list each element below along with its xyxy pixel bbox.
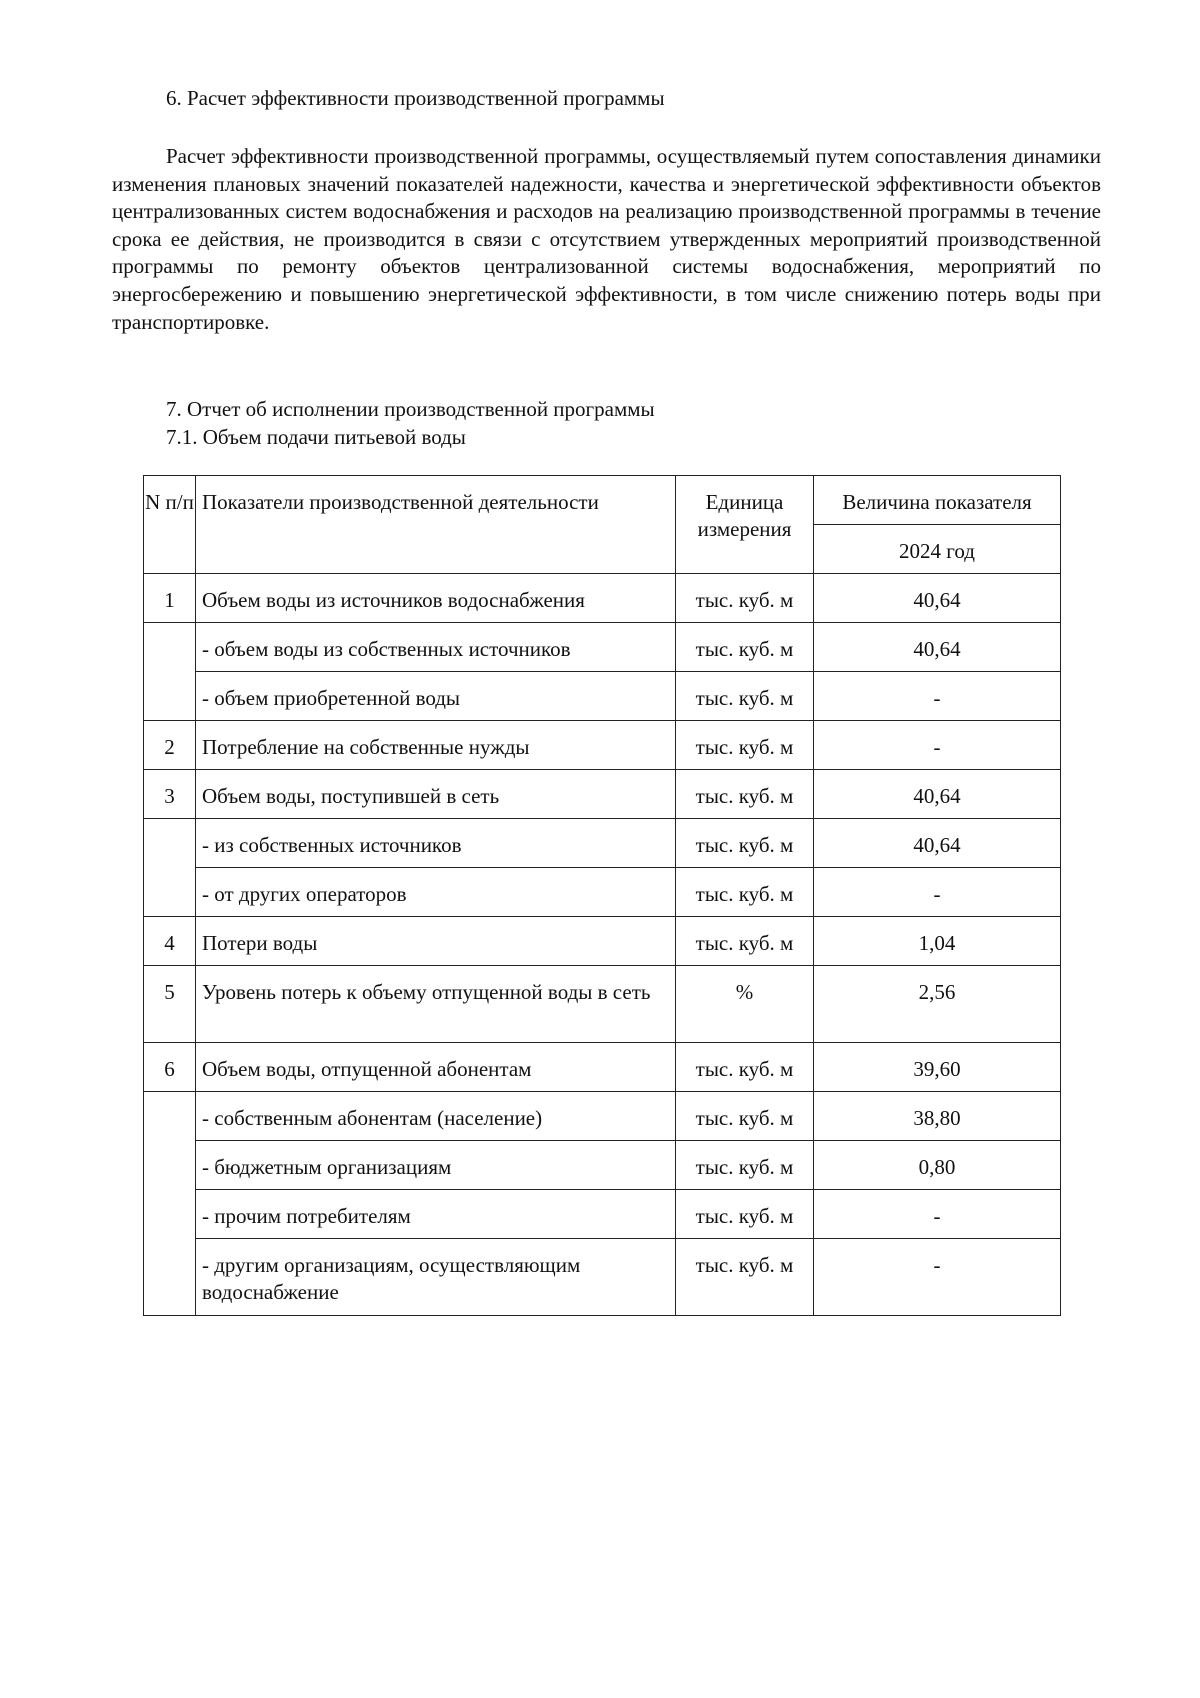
row-indicator-cell bbox=[196, 770, 676, 819]
row-unit-cell bbox=[676, 1092, 814, 1141]
row-unit: тыс. куб. м bbox=[695, 735, 794, 759]
row-value: 0,80 bbox=[918, 1155, 956, 1179]
table-row bbox=[144, 574, 1061, 623]
row-num: 4 bbox=[164, 931, 175, 955]
row-indicator: - от других операторов bbox=[202, 882, 407, 906]
row-value: - bbox=[933, 735, 941, 759]
row-indicator: Объем воды, поступившей в сеть bbox=[202, 784, 500, 808]
row-value: - bbox=[933, 882, 941, 906]
row-indicator: Потери воды bbox=[202, 931, 318, 955]
row-num-cell bbox=[144, 721, 196, 770]
row-unit: тыс. куб. м bbox=[695, 686, 794, 710]
row-unit-cell bbox=[676, 574, 814, 623]
row-indicator-cell bbox=[196, 1190, 676, 1239]
row-value-cell bbox=[814, 966, 1061, 1043]
table-header-row bbox=[144, 476, 1061, 525]
row-value-cell bbox=[814, 1092, 1061, 1141]
row-indicator: - бюджетным организациям bbox=[202, 1155, 452, 1179]
row-unit: тыс. куб. м bbox=[695, 931, 794, 955]
row-value: 40,64 bbox=[913, 784, 961, 808]
section-7-1-subtitle: 7.1. Объем подачи питьевой воды bbox=[166, 425, 466, 449]
row-unit-cell bbox=[676, 721, 814, 770]
header-unit-cell bbox=[676, 476, 814, 574]
row-unit: тыс. куб. м bbox=[695, 833, 794, 857]
row-indicator-cell bbox=[196, 1043, 676, 1092]
row-indicator: - объем приобретенной воды bbox=[202, 686, 461, 710]
row-num bbox=[144, 819, 195, 832]
row-unit-cell bbox=[676, 1043, 814, 1092]
water-supply-table bbox=[143, 475, 1061, 1316]
row-unit-cell bbox=[676, 770, 814, 819]
row-unit-cell bbox=[676, 672, 814, 721]
row-value: - bbox=[933, 1253, 941, 1277]
table-row bbox=[144, 868, 1061, 917]
table-row bbox=[144, 1092, 1061, 1141]
row-unit-cell bbox=[676, 1239, 814, 1316]
header-year-cell bbox=[814, 525, 1061, 574]
table-row bbox=[144, 721, 1061, 770]
row-value: 1,04 bbox=[918, 931, 956, 955]
row-indicator-cell bbox=[196, 966, 676, 1043]
row-num-cell bbox=[144, 623, 196, 721]
row-num: 1 bbox=[164, 588, 175, 612]
row-indicator-cell bbox=[196, 1141, 676, 1190]
row-indicator-cell bbox=[196, 672, 676, 721]
row-num: 2 bbox=[164, 735, 175, 759]
row-indicator: Уровень потерь к объему отпущенной воды в сеть bbox=[202, 980, 651, 1004]
row-value: - bbox=[933, 686, 941, 710]
row-indicator-cell bbox=[196, 819, 676, 868]
row-value-cell bbox=[814, 1043, 1061, 1092]
table-row bbox=[144, 770, 1061, 819]
row-indicator: - прочим потребителям bbox=[202, 1204, 411, 1228]
table-row bbox=[144, 1043, 1061, 1092]
section-6-title: 6. Расчет эффективности производственной программы bbox=[166, 86, 665, 110]
row-unit-cell bbox=[676, 868, 814, 917]
section-7-title: 7. Отчет об исполнении производственной программы bbox=[166, 397, 655, 421]
row-unit-cell bbox=[676, 1190, 814, 1239]
row-indicator-cell bbox=[196, 1239, 676, 1316]
row-indicator-cell bbox=[196, 917, 676, 966]
row-unit: тыс. куб. м bbox=[695, 784, 794, 808]
row-num: 3 bbox=[164, 784, 175, 808]
row-value-cell bbox=[814, 721, 1061, 770]
row-value-cell bbox=[814, 1190, 1061, 1239]
row-value-cell bbox=[814, 917, 1061, 966]
table-row bbox=[144, 819, 1061, 868]
header-num: N п/п bbox=[145, 490, 194, 514]
row-indicator-cell bbox=[196, 721, 676, 770]
row-num-cell bbox=[144, 966, 196, 1043]
row-value: 2,56 bbox=[918, 980, 956, 1004]
row-value-cell bbox=[814, 1141, 1061, 1190]
row-num: 5 bbox=[164, 980, 175, 1004]
table-row bbox=[144, 1239, 1061, 1316]
row-value: 40,64 bbox=[913, 833, 961, 857]
row-unit-cell bbox=[676, 917, 814, 966]
row-value-cell bbox=[814, 623, 1061, 672]
row-indicator-cell bbox=[196, 623, 676, 672]
row-unit: тыс. куб. м bbox=[695, 1253, 794, 1277]
header-unit: Единица измерения bbox=[697, 490, 792, 541]
row-value-cell bbox=[814, 672, 1061, 721]
row-unit: тыс. куб. м bbox=[695, 1155, 794, 1179]
row-indicator-cell bbox=[196, 1092, 676, 1141]
row-indicator-cell bbox=[196, 574, 676, 623]
table-row bbox=[144, 672, 1061, 721]
header-value-cell bbox=[814, 476, 1061, 525]
row-unit: тыс. куб. м bbox=[695, 882, 794, 906]
row-value: - bbox=[933, 1204, 941, 1228]
row-num bbox=[144, 623, 195, 636]
row-num-cell bbox=[144, 819, 196, 917]
row-unit: тыс. куб. м bbox=[695, 1204, 794, 1228]
row-num: 6 bbox=[164, 1057, 175, 1081]
row-value: 40,64 bbox=[913, 588, 961, 612]
row-unit: % bbox=[735, 980, 754, 1004]
row-unit-cell bbox=[676, 819, 814, 868]
header-year: 2024 год bbox=[899, 539, 975, 563]
header-indicator-cell bbox=[196, 476, 676, 574]
row-indicator: Объем воды, отпущенной абонентам bbox=[202, 1057, 532, 1081]
row-indicator: Объем воды из источников водоснабжения bbox=[202, 588, 585, 612]
row-indicator-cell bbox=[196, 868, 676, 917]
row-value-cell bbox=[814, 770, 1061, 819]
row-value-cell bbox=[814, 868, 1061, 917]
row-num-cell bbox=[144, 1043, 196, 1092]
row-unit: тыс. куб. м bbox=[695, 637, 794, 661]
row-value-cell bbox=[814, 819, 1061, 868]
row-indicator: - другим организациям, осуществляющим водоснабжение bbox=[202, 1253, 581, 1304]
row-indicator: - объем воды из собственных источников bbox=[202, 637, 571, 661]
row-indicator: Потребление на собственные нужды bbox=[202, 735, 530, 759]
table-row bbox=[144, 623, 1061, 672]
header-num-cell bbox=[144, 476, 196, 574]
row-unit: тыс. куб. м bbox=[695, 588, 794, 612]
row-unit-cell bbox=[676, 966, 814, 1043]
row-unit: тыс. куб. м bbox=[695, 1106, 794, 1130]
table-row bbox=[144, 917, 1061, 966]
row-value-cell bbox=[814, 1239, 1061, 1316]
row-value: 40,64 bbox=[913, 637, 961, 661]
row-unit: тыс. куб. м bbox=[695, 1057, 794, 1081]
table-row bbox=[144, 1190, 1061, 1239]
section-6-paragraph: Расчет эффективности производственной программы, осуществляемый путем сопоставления динамики изменения плановых значений показателей надежности, качества и энергетической эффективности объектов централизованных систем водоснабжения и расходов на реализацию производственной программы в течение срока ее действия, не производится в связи с отсутствием утвержденных мероприятий производственной программы по ремонту объектов централизованной системы водоснабжения, мероприятий по энергосбережению и повышению энергетической эффективности, в том числе снижению потерь воды при транспортировке. bbox=[112, 144, 1101, 334]
row-num-cell bbox=[144, 917, 196, 966]
table-row bbox=[144, 966, 1061, 1043]
row-num-cell bbox=[144, 574, 196, 623]
header-indicator: Показатели производственной деятельности bbox=[202, 490, 599, 514]
row-unit-cell bbox=[676, 623, 814, 672]
row-indicator: - из собственных источников bbox=[202, 833, 462, 857]
row-unit-cell bbox=[676, 1141, 814, 1190]
table-row bbox=[144, 1141, 1061, 1190]
row-value: 39,60 bbox=[913, 1057, 961, 1081]
row-indicator: - собственным абонентам (население) bbox=[202, 1106, 543, 1130]
row-value: 38,80 bbox=[913, 1106, 961, 1130]
header-value: Величина показателя bbox=[842, 490, 1032, 514]
row-value-cell bbox=[814, 574, 1061, 623]
row-num bbox=[144, 1092, 195, 1105]
row-num-cell bbox=[144, 770, 196, 819]
row-num-cell bbox=[144, 1092, 196, 1316]
